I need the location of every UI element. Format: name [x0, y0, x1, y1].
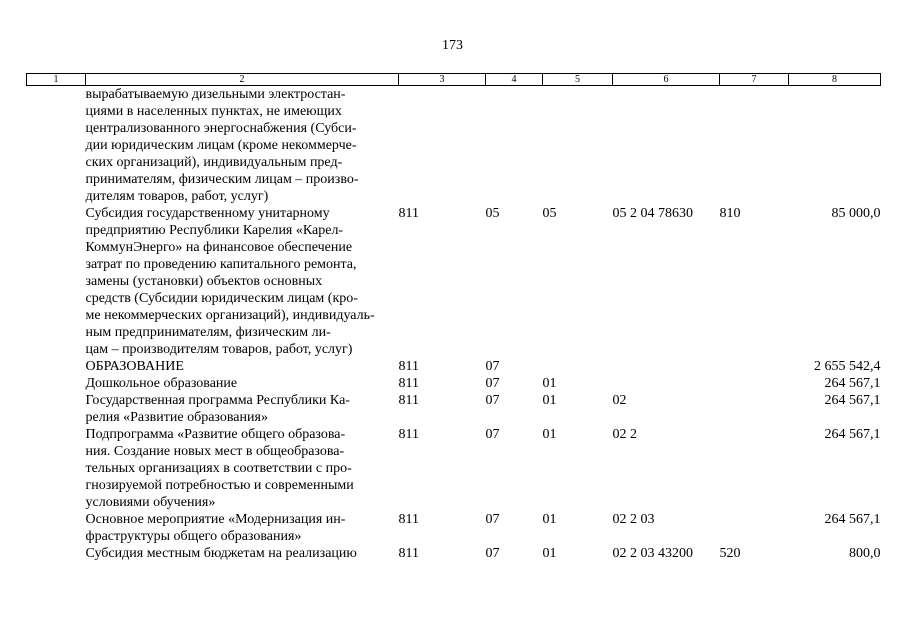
row-name-line: релия «Развитие образования»: [85, 410, 268, 425]
table-row: [27, 392, 881, 426]
row-name-line: централизованного энергоснабжения (Субси-: [85, 121, 357, 136]
row-name-line: условиями обучения»: [85, 495, 216, 510]
row-number-cell: [27, 375, 86, 392]
grbs-cell: 811: [398, 393, 419, 408]
column-header: 3: [399, 74, 486, 86]
table-row: [27, 86, 881, 206]
target-article-cell: 02: [612, 393, 627, 408]
table-row: [27, 375, 881, 392]
expense-type-cell: [720, 86, 789, 206]
grbs-cell: [399, 86, 486, 206]
row-name-line: Субсидия местным бюджетам на реализацию: [85, 546, 357, 561]
column-header: 2: [86, 74, 399, 86]
row-name-line: гнозируемой потребностью и современными: [85, 478, 354, 493]
row-number-cell: [27, 545, 86, 562]
expense-type-cell: 810: [719, 206, 741, 221]
expense-type-cell: [720, 392, 789, 426]
row-name-line: Основное мероприятие «Модернизация ин-: [85, 512, 346, 527]
target-article-cell: 02 2 03: [612, 512, 655, 527]
budget-table: [26, 73, 881, 562]
section-cell: [486, 86, 543, 206]
row-name-cell: [86, 205, 399, 358]
amount-cell: 264 567,1: [824, 512, 881, 527]
grbs-cell: 811: [398, 359, 419, 374]
column-header: 6: [613, 74, 720, 86]
amount-cell: 800,0: [849, 546, 881, 561]
subsection-cell: 01: [542, 512, 557, 527]
row-name-line: замены (установки) объектов основных: [85, 274, 323, 289]
expense-type-cell: [720, 375, 789, 392]
target-article-cell: 05 2 04 78630: [612, 206, 693, 221]
row-name-cell: [86, 426, 399, 511]
row-name-line: дителям товаров, работ, услуг): [85, 189, 269, 204]
grbs-cell: 811: [398, 512, 419, 527]
row-name-line: Субсидия государственному унитарному: [85, 206, 330, 221]
column-header: 1: [27, 74, 86, 86]
row-number-cell: [27, 358, 86, 375]
amount-cell: 264 567,1: [824, 427, 881, 442]
page-number: 173: [442, 38, 463, 53]
row-name-line: ОБРАЗОВАНИЕ: [85, 359, 184, 374]
row-name-cell: [86, 392, 399, 426]
grbs-cell: 811: [398, 427, 419, 442]
row-name-line: затрат по проведению капитального ремонта,: [85, 257, 357, 272]
column-header: 7: [720, 74, 789, 86]
subsection-cell: [543, 86, 613, 206]
section-cell: 07: [485, 427, 500, 442]
column-header: 5: [543, 74, 613, 86]
row-name-line: Дошкольное образование: [85, 376, 238, 391]
row-name-cell: [86, 545, 399, 562]
row-name-line: тельных организациях в соответствии с про-: [85, 461, 352, 476]
row-name-line: средств (Субсидии юридическим лицам (кро-: [85, 291, 358, 306]
subsection-cell: [543, 358, 613, 375]
row-number-cell: [27, 511, 86, 545]
expense-type-cell: [720, 426, 789, 511]
row-number-cell: [27, 205, 86, 358]
table-row: [27, 358, 881, 375]
expense-type-cell: [720, 511, 789, 545]
section-cell: 05: [485, 206, 500, 221]
subsection-cell: 01: [542, 427, 557, 442]
table-row: [27, 511, 881, 545]
grbs-cell: 811: [398, 546, 419, 561]
row-name-cell: [86, 86, 399, 206]
row-name-line: Государственная программа Республики Ка-: [85, 393, 350, 408]
row-name-line: ным предпринимателям, физическим ли-: [85, 325, 331, 340]
row-number-cell: [27, 86, 86, 206]
target-article-cell: [613, 375, 720, 392]
section-cell: 07: [485, 359, 500, 374]
subsection-cell: 01: [542, 376, 557, 391]
row-name-cell: [86, 511, 399, 545]
subsection-cell: 01: [542, 393, 557, 408]
table-row: [27, 545, 881, 562]
column-header: 4: [486, 74, 543, 86]
row-name-line: дии юридическим лицам (кроме некоммерче-: [85, 138, 357, 153]
row-name-line: циями в населенных пунктах, не имеющих: [85, 104, 342, 119]
row-name-line: принимателям, физическим лицам – произво-: [85, 172, 359, 187]
target-article-cell: 02 2 03 43200: [612, 546, 693, 561]
column-header: 8: [789, 74, 881, 86]
subsection-cell: 05: [542, 206, 557, 221]
amount-cell: 85 000,0: [831, 206, 881, 221]
section-cell: 07: [485, 546, 500, 561]
amount-cell: 2 655 542,4: [814, 359, 881, 374]
expense-type-cell: [720, 358, 789, 375]
section-cell: 07: [485, 376, 500, 391]
row-name-cell: [86, 375, 399, 392]
row-name-line: КоммунЭнерго» на финансовое обеспечение: [85, 240, 353, 255]
grbs-cell: 811: [398, 376, 419, 391]
row-name-line: ских организаций), индивидуальным пред-: [85, 155, 343, 170]
row-name-line: Подпрограмма «Развитие общего образова-: [85, 427, 346, 442]
row-name-line: фраструктуры общего образования»: [85, 529, 302, 544]
row-name-line: ме некоммерческих организаций), индивидуаль-: [85, 308, 375, 323]
amount-cell: 264 567,1: [824, 393, 881, 408]
table-row: [27, 205, 881, 358]
row-name-line: предприятию Республики Карелия «Карел-: [85, 223, 344, 238]
amount-cell: [789, 86, 881, 206]
amount-cell: 264 567,1: [824, 376, 881, 391]
row-name-cell: [86, 358, 399, 375]
expense-type-cell: 520: [719, 546, 741, 561]
row-number-cell: [27, 392, 86, 426]
table-body: [27, 86, 881, 563]
target-article-cell: [613, 358, 720, 375]
subsection-cell: 01: [542, 546, 557, 561]
section-cell: 07: [485, 512, 500, 527]
column-number-row: [27, 74, 881, 86]
row-name-line: вырабатываемую дизельными электростан-: [85, 87, 346, 102]
row-name-line: цам – производителям товаров, работ, услуг): [85, 342, 353, 357]
target-article-cell: 02 2: [612, 427, 637, 442]
table-row: [27, 426, 881, 511]
row-name-line: ния. Создание новых мест в общеобразова-: [85, 444, 345, 459]
target-article-cell: [613, 86, 720, 206]
grbs-cell: 811: [398, 206, 419, 221]
section-cell: 07: [485, 393, 500, 408]
row-number-cell: [27, 426, 86, 511]
